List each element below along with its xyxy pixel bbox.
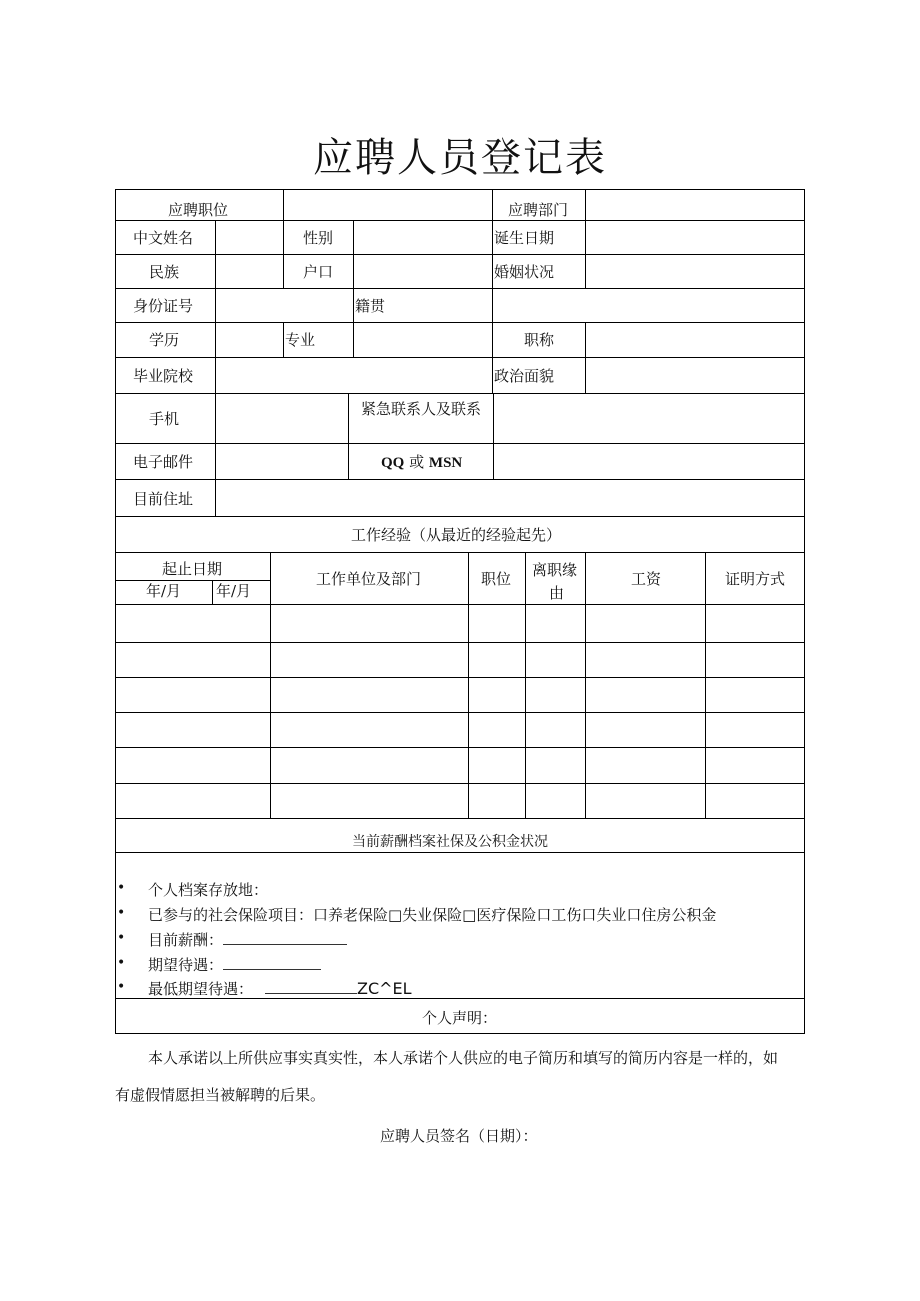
min-expected-label xyxy=(148,979,412,999)
label-marital-status: 婚姻状况 xyxy=(494,263,555,281)
row-divider xyxy=(115,783,805,784)
label-email: 电子邮件 xyxy=(133,453,194,471)
statement-line1: 本人承诺以上所供应事实真实性，本人承诺个人供应的电子简历和填写的简历内容是一样的，如 xyxy=(148,1049,779,1067)
expected-label xyxy=(148,955,321,975)
row-divider xyxy=(115,443,805,444)
col-divider xyxy=(353,322,354,357)
label-graduated-school: 毕业院校 xyxy=(133,367,194,385)
col-divider xyxy=(585,552,586,818)
col-divider xyxy=(493,393,494,479)
header-reason-line1: 离职缘 xyxy=(532,561,578,579)
row-divider xyxy=(115,642,805,643)
col-divider xyxy=(353,220,354,288)
col-divider xyxy=(215,220,216,288)
col-divider xyxy=(492,288,493,322)
label-emergency-contact: 紧急联系人及联系 xyxy=(361,400,482,418)
col-divider xyxy=(215,322,216,357)
expected-text: 期望待遇： xyxy=(148,956,224,974)
row-divider xyxy=(115,747,805,748)
current-salary-blank[interactable] xyxy=(223,930,347,945)
header-period: 起止日期 xyxy=(162,560,223,578)
row-divider xyxy=(115,479,805,480)
expected-blank[interactable] xyxy=(223,955,321,970)
msn-text: MSN xyxy=(428,455,463,471)
col-divider xyxy=(585,189,586,220)
row-divider xyxy=(115,220,805,221)
archive-label: 个人档案存放地： xyxy=(148,881,269,899)
col-divider xyxy=(525,552,526,818)
status-section-title: 当前薪酬档案社保及公积金状况 xyxy=(352,834,548,850)
or-text: 或 xyxy=(409,453,425,471)
label-hukou: 户口 xyxy=(303,263,334,281)
label-birth-date: 诞生日期 xyxy=(494,229,555,247)
label-ethnicity: 民族 xyxy=(149,263,180,281)
header-salary: 工资 xyxy=(631,570,662,588)
row-divider xyxy=(115,604,805,605)
label-id-number: 身份证号 xyxy=(133,297,194,315)
row-divider xyxy=(115,322,805,323)
current-salary-text: 目前薪酬： xyxy=(148,931,224,949)
row-divider xyxy=(115,254,805,255)
header-reason-line2: 由 xyxy=(549,584,565,602)
col-divider xyxy=(215,479,216,516)
declaration-label: 个人声明： xyxy=(422,1009,498,1027)
header-job: 职位 xyxy=(481,570,512,588)
col-divider xyxy=(585,357,586,393)
row-divider xyxy=(115,393,805,394)
label-mobile: 手机 xyxy=(149,410,180,428)
label-department: 应聘部门 xyxy=(508,201,569,219)
col-divider xyxy=(492,189,493,220)
work-section-title: 工作经验（从最近的经验起先） xyxy=(351,526,562,544)
bullet-icon: • xyxy=(117,979,126,995)
col-divider xyxy=(215,288,216,322)
row-divider xyxy=(115,712,805,713)
label-address: 目前住址 xyxy=(133,490,194,508)
bullet-icon: • xyxy=(117,880,126,896)
col-divider xyxy=(270,552,271,818)
label-professional-title: 职称 xyxy=(524,331,555,349)
min-expected-mark: ZC^EL xyxy=(357,979,412,998)
signature-label: 应聘人员签名（日期）： xyxy=(380,1127,538,1145)
col-divider xyxy=(705,552,706,818)
col-divider xyxy=(585,220,586,288)
label-political-status: 政治面貌 xyxy=(494,367,555,385)
header-from: 年/月 xyxy=(146,582,182,600)
col-divider xyxy=(283,189,284,220)
col-divider xyxy=(468,552,469,818)
label-position: 应聘职位 xyxy=(168,201,229,219)
bullet-icon: • xyxy=(117,930,126,946)
col-divider xyxy=(283,322,284,357)
col-divider xyxy=(492,220,493,288)
row-divider xyxy=(115,288,805,289)
row-divider xyxy=(115,357,805,358)
min-expected-text: 最低期望待遇： xyxy=(148,980,254,998)
col-divider xyxy=(212,580,213,604)
label-chinese-name: 中文姓名 xyxy=(133,229,194,247)
col-divider xyxy=(585,322,586,357)
row-divider xyxy=(115,516,805,517)
row-divider xyxy=(115,677,805,678)
col-divider xyxy=(215,357,216,393)
col-divider xyxy=(492,357,493,393)
header-company: 工作单位及部门 xyxy=(316,570,422,588)
label-gender: 性别 xyxy=(303,229,334,247)
qq-text: QQ xyxy=(381,455,405,471)
current-salary-label xyxy=(148,930,347,950)
col-divider xyxy=(215,393,216,479)
label-major: 专业 xyxy=(285,331,316,349)
min-expected-blank[interactable] xyxy=(265,979,357,994)
col-divider xyxy=(492,322,493,357)
col-divider xyxy=(348,393,349,479)
label-qq-msn xyxy=(381,452,462,473)
header-proof: 证明方式 xyxy=(725,570,786,588)
col-divider xyxy=(283,220,284,288)
label-native-place: 籍贯 xyxy=(355,297,386,315)
row-divider xyxy=(115,852,805,853)
form-title: 应聘人员登记表 xyxy=(313,135,607,181)
bullet-icon: • xyxy=(117,905,126,921)
label-education: 学历 xyxy=(149,331,180,349)
col-divider xyxy=(353,288,354,322)
bullet-icon: • xyxy=(117,955,126,971)
row-divider xyxy=(115,818,805,819)
insurance-label: 已参与的社会保险项目：口养老保险□失业保险□医疗保险口工伤口失业口住房公积金 xyxy=(148,906,717,924)
header-to: 年/月 xyxy=(216,582,252,600)
statement-line2: 有虚假情愿担当被解聘的后果。 xyxy=(115,1086,326,1104)
row-divider xyxy=(115,552,805,553)
